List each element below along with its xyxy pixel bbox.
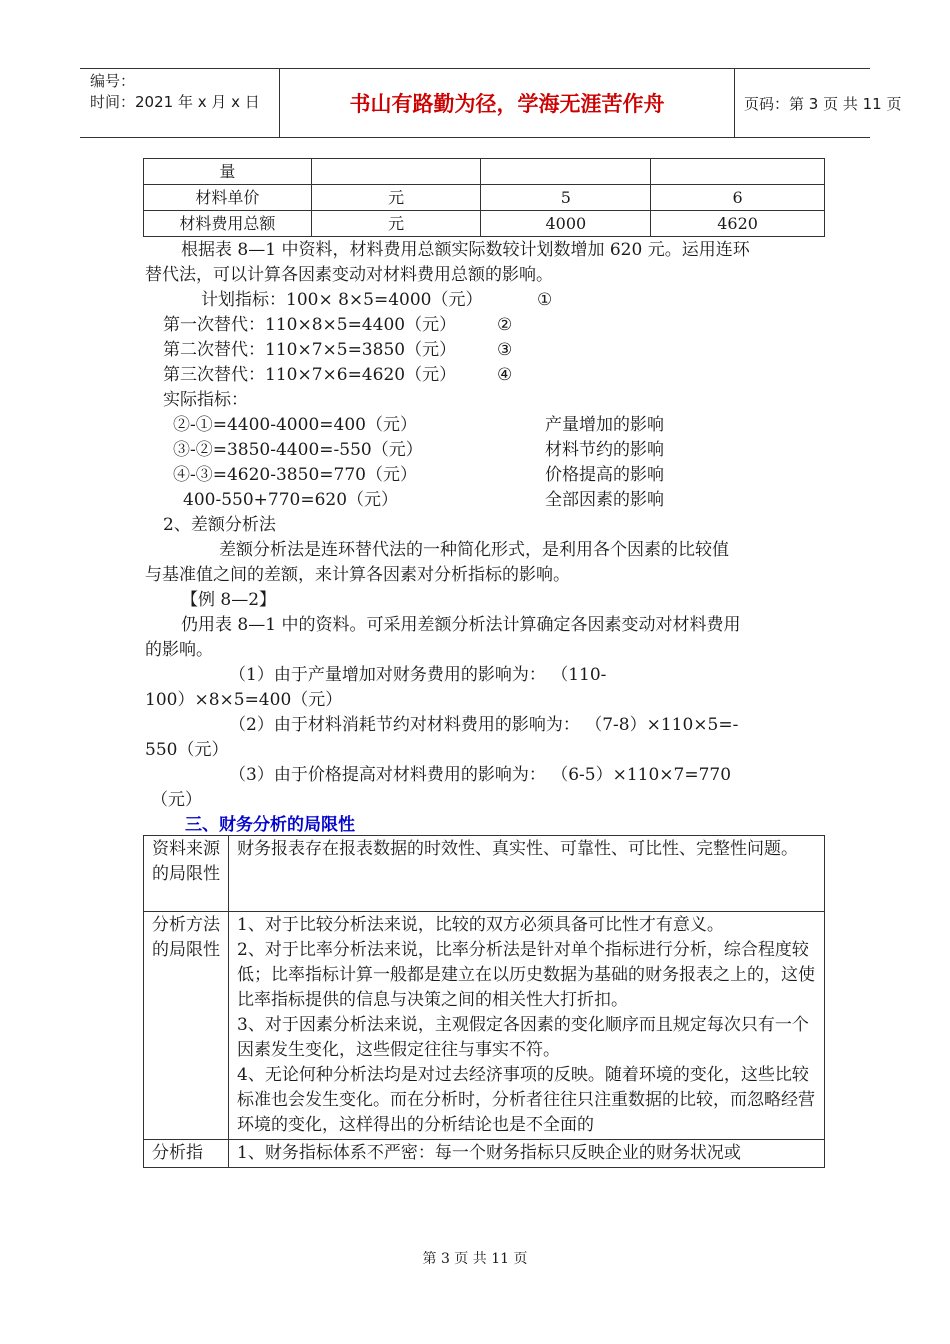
calc-line: （3）由于价格提高对材料费用的影响为： （6-5）×110×7=770: [229, 765, 732, 785]
calc-line: 100）×8×5=400（元）: [145, 690, 343, 710]
formula-marker: ②: [497, 315, 513, 335]
row-content: [229, 836, 825, 912]
table-cell: 4000: [481, 211, 651, 237]
formula-plan: 计划指标：100× 8×5=4000（元）: [201, 290, 483, 310]
material-table: [143, 158, 825, 237]
content-line: 财务报表存在报表数据的时效性、真实性、可靠性、可比性、完整性问题。: [237, 839, 798, 859]
content-line: 1、对于比较分析法来说，比较的双方必须具备可比性才有意义。: [237, 915, 724, 935]
table-cell: 量: [144, 159, 312, 185]
limitations-table: [143, 835, 825, 1168]
table-cell: [481, 159, 651, 185]
paragraph-line: 仍用表 8—1 中的资料。可采用差额分析法计算确定各因素变动对材料费用: [181, 615, 741, 635]
table-row: [144, 211, 825, 237]
header-meta: [80, 69, 280, 137]
formula-marker: ①: [537, 290, 553, 310]
difference-line: ②-①=4400-4000=400（元）: [173, 415, 417, 435]
paragraph-line: 的影响。: [145, 640, 213, 660]
difference-desc: 产量增加的影响: [545, 415, 664, 435]
formula-substitution-1: 第一次替代：110×8×5=4400（元）: [163, 315, 457, 335]
formula-substitution-2: 第二次替代：110×7×5=3850（元）: [163, 340, 457, 360]
section-heading: 2、差额分析法: [163, 515, 276, 535]
formula-marker: ④: [497, 365, 513, 385]
paragraph-line: 替代法，可以计算各因素变动对材料费用总额的影响。: [145, 265, 553, 285]
table-cell: 元: [311, 185, 481, 211]
content-line: 2、对于比率分析法来说，比率分析法是针对单个指标进行分析，综合程度较低；比率指标计算一般都是建立在以历史数据为基础的财务报表之上的，这使比率指标提供的信息与决策之间的相关性大打折扣。: [237, 940, 815, 1010]
difference-desc: 价格提高的影响: [545, 465, 664, 485]
table-cell: 5: [481, 185, 651, 211]
table-cell: 元: [311, 211, 481, 237]
table-cell: 材料费用总额: [144, 211, 312, 237]
table-cell: [311, 159, 481, 185]
paragraph-line: 根据表 8—1 中资料，材料费用总额实际数较计划数增加 620 元。运用连环: [181, 240, 750, 260]
paragraph-line: 差额分析法是连环替代法的一种简化形式，是利用各个因素的比较值: [219, 540, 729, 560]
row-content: [229, 1140, 825, 1168]
calc-line: 550（元）: [145, 740, 229, 760]
table-row: [144, 185, 825, 211]
difference-desc: 全部因素的影响: [545, 490, 664, 510]
difference-line: ③-②=3850-4400=-550（元）: [173, 440, 423, 460]
table-cell: 4620: [651, 211, 825, 237]
row-content: [229, 912, 825, 1140]
page-footer: 第 3 页 共 11 页: [422, 1251, 528, 1267]
calc-line: （2）由于材料消耗节约对材料费用的影响为： （7-8）×110×5=-: [229, 715, 739, 735]
calc-line: （元）: [151, 790, 202, 810]
row-key: 分析方法的局限性: [144, 912, 229, 1140]
header-page-info: 页码：第 3 页 共 11 页: [744, 94, 902, 113]
difference-desc: 材料节约的影响: [545, 440, 664, 460]
row-key: 分析指: [144, 1140, 229, 1168]
difference-line: ④-③=4620-3850=770（元）: [173, 465, 417, 485]
time-label: 时间：2021 年 x 月 x 日: [90, 93, 260, 111]
paragraph-line: 与基准值之间的差额，来计算各因素对分析指标的影响。: [145, 565, 570, 585]
table-cell: 材料单价: [144, 185, 312, 211]
content-line: 3、对于因素分析法来说，主观假定各因素的变化顺序而且规定每次只有一个因素发生变化，这些假定往往与事实不符。: [237, 1015, 809, 1060]
header-motto: 书山有路勤为径，学海无涯苦作舟: [280, 69, 735, 137]
table-cell: [651, 159, 825, 185]
row-key: 资料来源的局限性: [144, 836, 229, 912]
example-label: 【例 8—2】: [181, 590, 277, 610]
formula-substitution-3: 第三次替代：110×7×6=4620（元）: [163, 365, 457, 385]
actual-label: 实际指标：: [163, 390, 248, 410]
formula-marker: ③: [497, 340, 513, 360]
calc-line: （1）由于产量增加对财务费用的影响为： （110-: [229, 665, 607, 685]
table-row: [144, 1140, 825, 1168]
table-row: [144, 159, 825, 185]
section-heading: 三、财务分析的局限性: [185, 815, 355, 835]
content-line: 1、财务指标体系不严密：每一个财务指标只反映企业的财务状况或: [237, 1143, 741, 1163]
table-row: [144, 912, 825, 1140]
difference-line: 400-550+770=620（元）: [183, 490, 399, 510]
table-cell: 6: [651, 185, 825, 211]
page-header: [80, 68, 902, 138]
table-row: [144, 836, 825, 912]
content-line: 4、无论何种分析法均是对过去经济事项的反映。随着环境的变化，这些比较标准也会发生变化。而在分析时，分析者往往只注重数据的比较，而忽略经营环境的变化，这样得出的分析结论也是不全面的: [237, 1065, 815, 1135]
number-label: 编号：: [90, 72, 136, 90]
